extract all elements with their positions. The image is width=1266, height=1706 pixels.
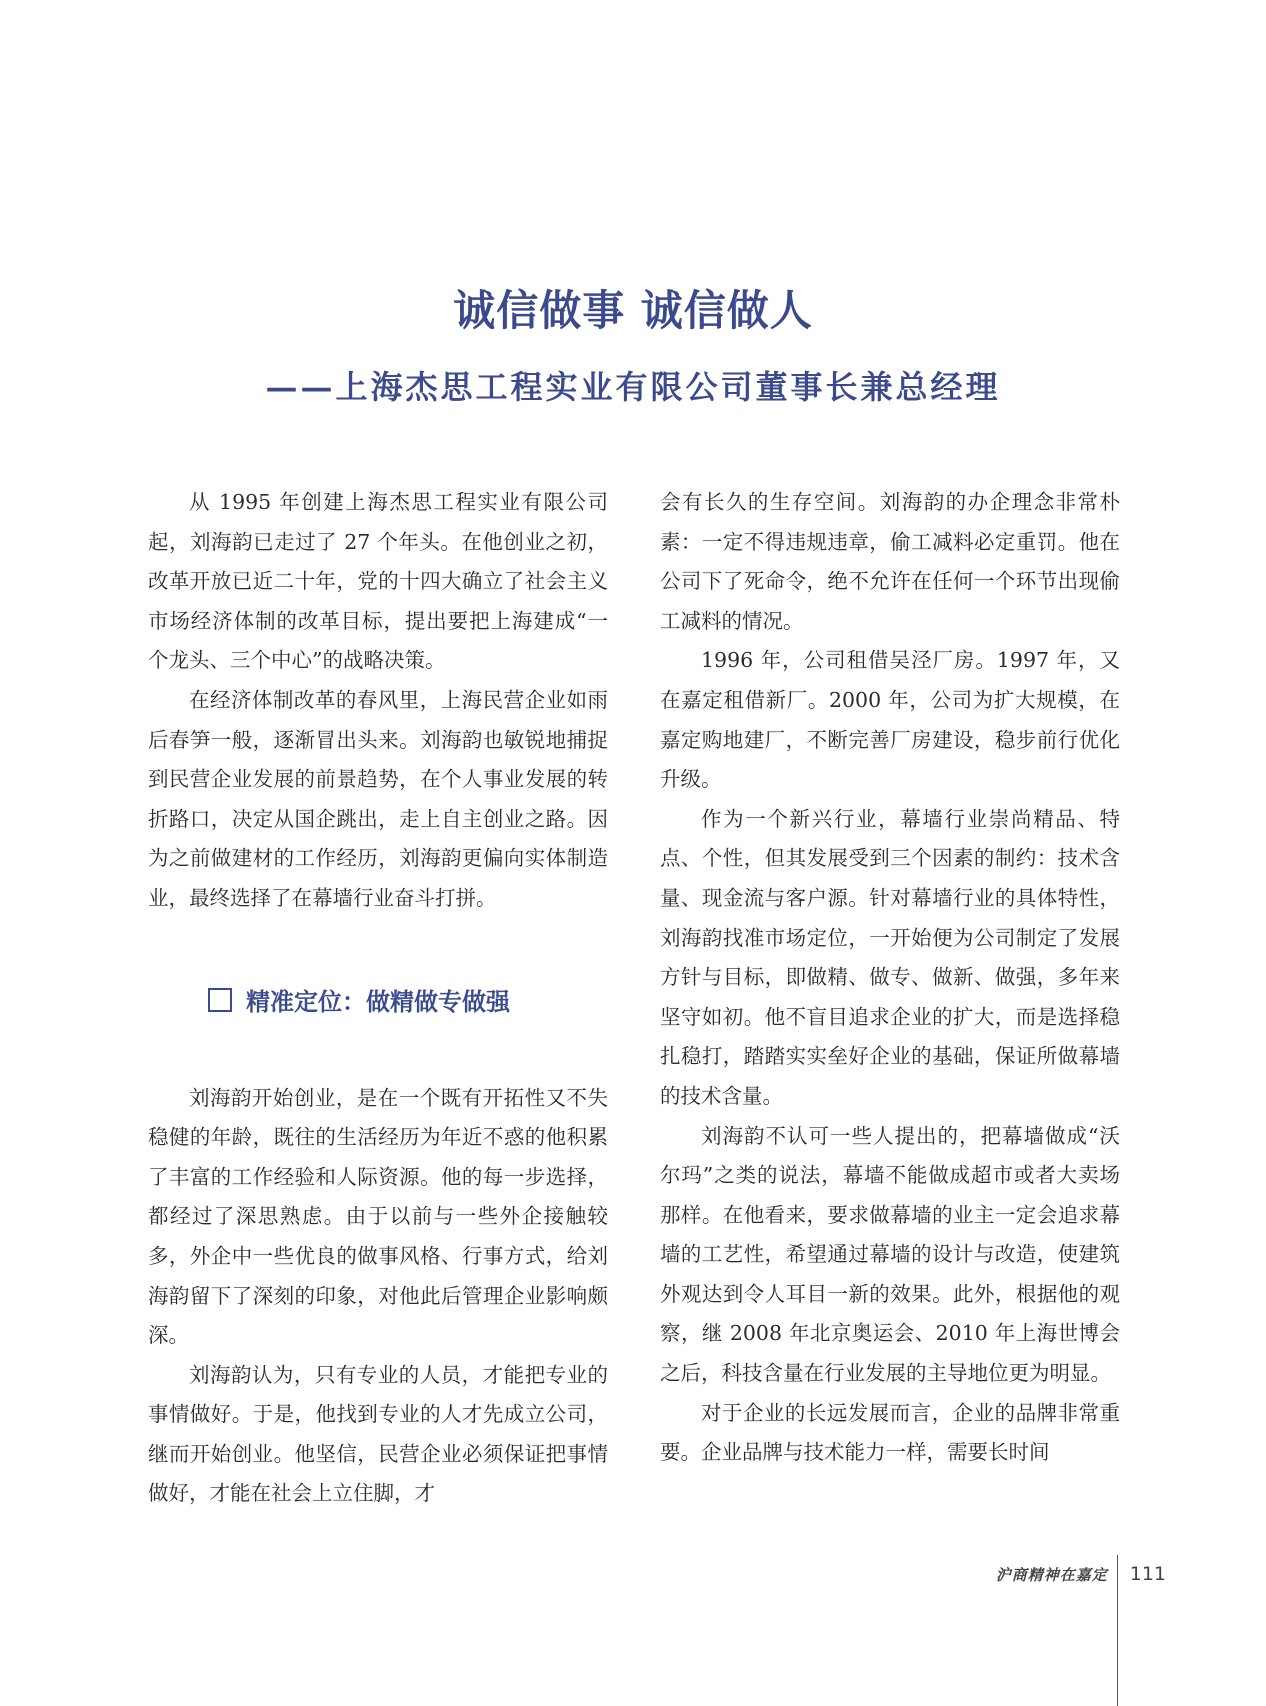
paragraph-continuation: 会有长久的生存空间。刘海韵的办企理念非常朴素：一定不得违规违章，偷工减料必定重罚。他在公司下了死命令，绝不允许在任何一个环节出现偷工减料的情况。 (660, 490, 1120, 633)
article-subtitle: ——上海杰思工程实业有限公司董事长兼总经理 (265, 368, 1001, 406)
paragraph: 从 1995 年创建上海杰思工程实业有限公司起，刘海韵已走过了 27 个年头。在他创业之初，改革开放已近二十年，党的十四大确立了社会主义市场经济体制的改革目标，提出要把上海建成“一个龙头、三个中心”的战略决策。 (148, 490, 608, 673)
right-column (660, 483, 1120, 1473)
running-footer-label: 沪商精神在嘉定 (995, 1565, 1108, 1584)
paragraph: 作为一个新兴行业，幕墙行业崇尚精品、特点、个性，但其发展受到三个因素的制约：技术含量、现金流与客户源。针对幕墙行业的具体特性，刘海韵找准市场定位，一开始便为公司制定了发展方针与目标，即做精、做专、做新、做强，多年来坚守如初。他不盲目追求企业的扩大，而是选择稳扎稳打，踏踏实实垒好企业的基础，保证所做幕墙的技术含量。 (660, 806, 1120, 1108)
paragraph: 刘海韵开始创业，是在一个既有开拓性又不失稳健的年龄，既往的生活经历为年近不惑的他积累了丰富的工作经验和人际资源。他的每一步选择，都经过了深思熟虑。由于以前与一些外企接触较多，外企中一些优良的做事风格、行事方式，给刘海韵留下了深刻的印象，对他此后管理企业影响颇深。 (148, 1085, 608, 1348)
section-heading-text: 精准定位：做精做专做强 (246, 988, 510, 1017)
paragraph: 对于企业的长远发展而言，企业的品牌非常重要。企业品牌与技术能力一样，需要长时间 (660, 1400, 1120, 1465)
square-bullet-icon (208, 988, 232, 1012)
paragraph: 1996 年，公司租借吴泾厂房。1997 年，又在嘉定租借新厂。2000 年，公司为扩大规模，在嘉定购地建厂，不断完善厂房建设，稳步前行优化升级。 (660, 648, 1120, 792)
page-footer (996, 1563, 1166, 1585)
article-title: 诚信做事 诚信做人 (453, 286, 813, 335)
left-column (148, 483, 608, 1514)
paragraph: 刘海韵不认可一些人提出的，把幕墙做成“沃尔玛”之类的说法，幕墙不能做成超市或者大卖场那样。在他看来，要求做幕墙的业主一定会追求幕墙的工艺性，希望通过幕墙的设计与改造，使建筑外观达到令人耳目一新的效果。此外，根据他的观察，继 2008 年北京奥运会、2010 年上海世博会之后，科技含量在行业发展的主导地位更为明显。 (660, 1123, 1120, 1386)
paragraph: 在经济体制改革的春风里，上海民营企业如雨后春笋一般，逐渐冒出头来。刘海韵也敏锐地捕捉到民营企业发展的前景趋势，在个人事业发展的转折路口，决定从国企跳出，走上自主创业之路。因为之前做建材的工作经历，刘海韵更偏向实体制造业，最终选择了在幕墙行业奋斗打拼。 (148, 687, 608, 910)
paragraph: 刘海韵认为，只有专业的人员，才能把专业的事情做好。于是，他找到专业的人才先成立公司，继而开始创业。他坚信，民营企业必须保证把事情做好，才能在社会上立住脚，才 (148, 1362, 608, 1506)
page-number: 111 (1129, 1563, 1166, 1585)
footer-divider-line (1117, 1555, 1118, 1706)
section-heading (208, 981, 608, 1019)
